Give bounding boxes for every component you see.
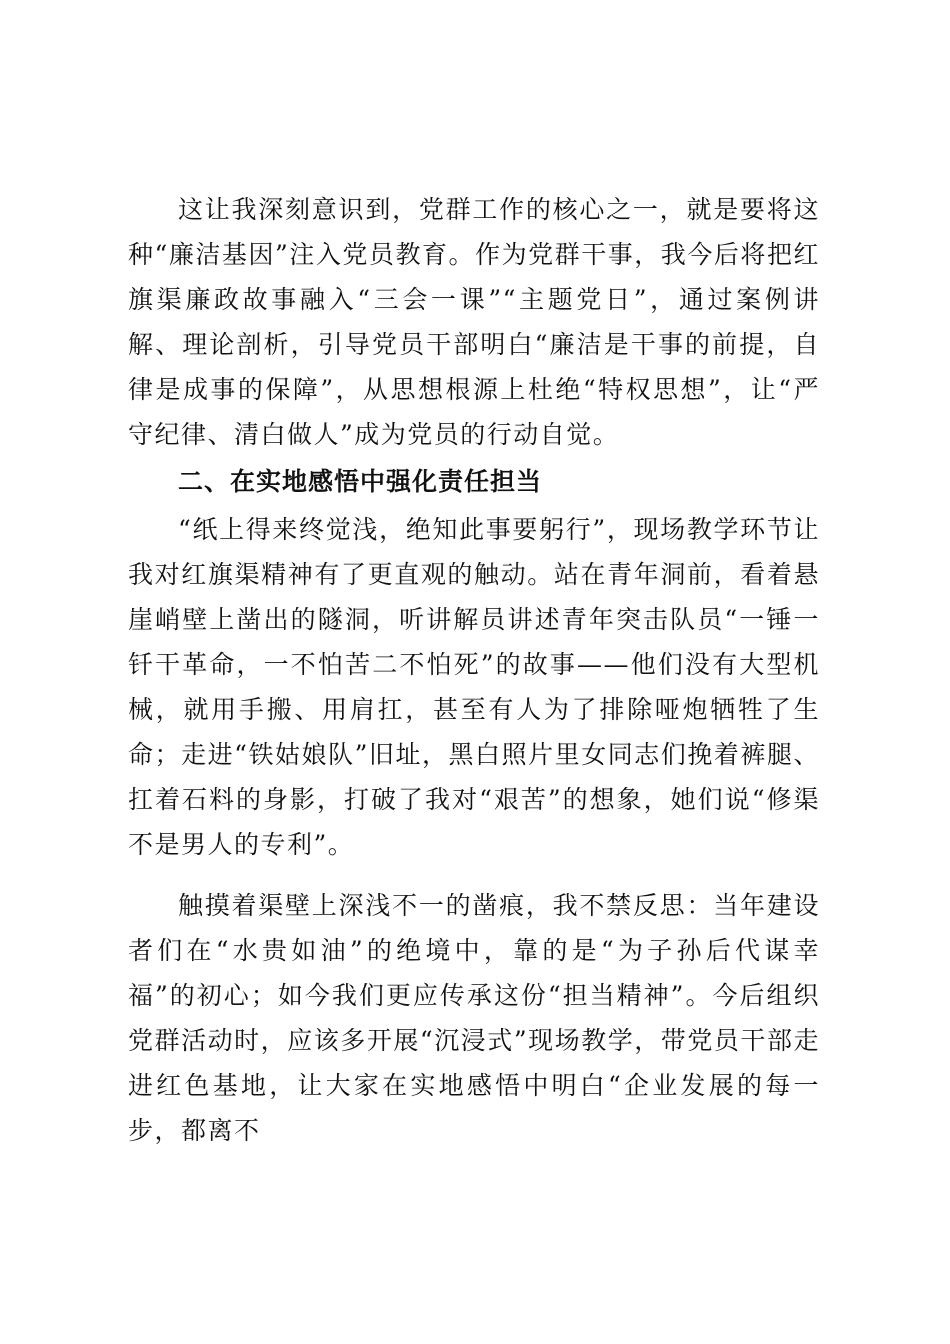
paragraph-integrity-education: 这让我深刻意识到，党群工作的核心之一，就是要将这种“廉洁基因”注入党员教育。作为党群干事，我今后将把红旗渠廉政故事融入“三会一课”“主题党日”，通过案例讲解、理论剖析，引导党员干部明白“廉洁是干事的前提，自律是成事的保障”，从思想根源上杜绝“特权思想”，让“严守纪律、清白做人”成为党员的行动自觉。	[128, 195, 820, 449]
document-body	[128, 187, 820, 1153]
paragraph-field-teaching: “纸上得来终觉浅，绝知此事要躬行”，现场教学环节让我对红旗渠精神有了更直观的触动。站在青年洞前，看着悬崖峭壁上凿出的隧洞，听讲解员讲述青年突击队员“一锤一钎干革命，一不怕苦二不怕死”的故事——他们没有大型机械，就用手搬、用肩扛，甚至有人为了排除哑炮牺牲了生命；走进“铁姑娘队”旧址，黑白照片里女同志们挽着裤腿、扛着石料的身影，打破了我对“艰苦”的想象，她们说“修渠不是男人的专利”。	[128, 515, 820, 859]
paragraph-spacer	[128, 867, 820, 883]
paragraph-reflection: 触摸着渠壁上深浅不一的凿痕，我不禁反思：当年建设者们在“水贵如油”的绝境中，靠的是“为子孙后代谋幸福”的初心；如今我们更应传承这份“担当精神”。今后组织党群活动时，应该多开展“沉浸式”现场教学，带党员干部走进红色基地，让大家在实地感悟中明白“企业发展的每一步，都离不	[128, 891, 820, 1145]
section-heading: 二、在实地感悟中强化责任担当	[178, 467, 543, 496]
